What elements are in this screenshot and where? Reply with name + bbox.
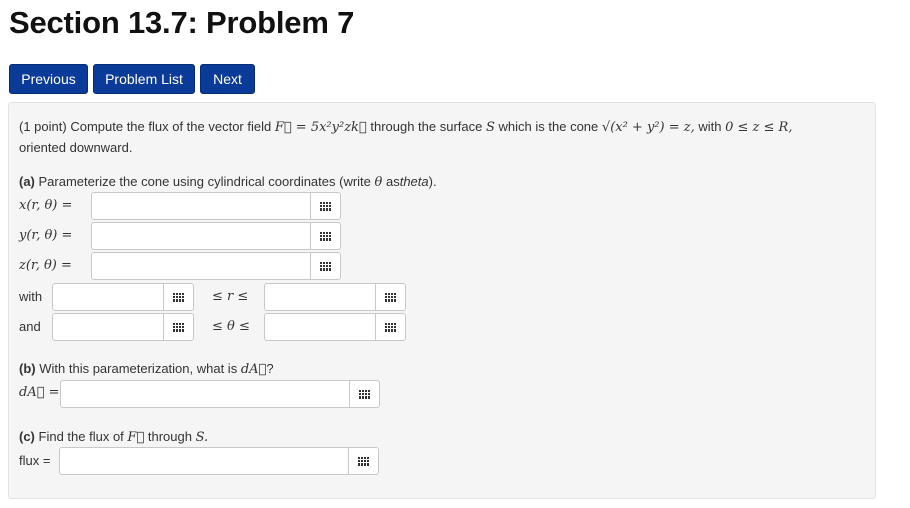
points-label: (1 point) [19,119,67,134]
part-a-prompt [19,174,437,190]
through-text: through the surface [370,119,483,134]
r-upper-input[interactable] [264,283,376,311]
grid-icon [320,262,331,271]
cone-equation-math: √(x² + y²) = z, [601,120,695,135]
previous-button[interactable]: Previous [9,64,88,94]
grid-icon [358,457,369,466]
grid-icon [173,293,184,302]
dA-answer-label: dA⃗ = [19,385,60,400]
equation-editor-button[interactable] [376,313,406,341]
grid-icon [173,323,184,332]
S-symbol: S. [195,430,209,445]
equation-editor-button[interactable] [311,252,341,280]
next-button[interactable]: Next [200,64,255,94]
as-text: as [385,174,400,189]
equation-editor-button[interactable] [164,283,194,311]
theta-inequality: ≤ θ ≤ [212,319,250,334]
z-param-input[interactable] [91,252,311,280]
part-b-label: (b) [19,361,36,376]
dA-input[interactable] [60,380,350,408]
with-label: with [19,289,43,304]
part-a-label: (a) [19,174,35,189]
z-range-math: 0 ≤ z ≤ R, [725,120,793,135]
which-text: which is the cone [498,119,599,134]
vector-field-math: F⃗ = 5x²y²zk⃗ [274,120,367,135]
equation-editor-button[interactable] [350,380,380,408]
part-c-label: (c) [19,429,35,444]
grid-icon [359,390,370,399]
problem-panel [8,102,876,499]
grid-icon [320,232,331,241]
intro-text: Compute the flux of the vector field [70,119,272,134]
x-param-label: x(r, θ) = [19,198,73,213]
equation-editor-button[interactable] [164,313,194,341]
flux-answer-label: flux = [19,453,51,468]
theta-upper-input[interactable] [264,313,376,341]
with-text: with [698,119,722,134]
part-b-prompt [19,361,274,377]
equation-editor-button[interactable] [311,192,341,220]
part-c-through: through [147,429,192,444]
grid-icon [320,202,331,211]
r-lower-input[interactable] [52,283,164,311]
theta-word: theta [399,174,429,189]
equation-editor-button[interactable] [311,222,341,250]
equation-editor-button[interactable] [349,447,379,475]
part-c-prompt [19,429,208,445]
theta-lower-input[interactable] [52,313,164,341]
problem-statement [19,119,792,135]
y-param-input[interactable] [91,222,311,250]
orientation-text: oriented downward. [19,140,133,155]
equation-editor-button[interactable] [376,283,406,311]
y-param-label: y(r, θ) = [19,228,73,243]
part-b-text: With this parameterization, what is [39,361,238,376]
problem-list-button[interactable]: Problem List [93,64,195,94]
z-param-label: z(r, θ) = [19,258,72,273]
part-c-text: Find the flux of [38,429,124,444]
x-param-input[interactable] [91,192,311,220]
r-inequality: ≤ r ≤ [212,289,249,304]
grid-icon [385,293,396,302]
and-label: and [19,319,41,334]
page-title: Section 13.7: Problem 7 [9,5,355,40]
part-a-text: Parameterize the cone using cylindrical coordinates (write [38,174,371,189]
question-mark: ? [266,361,274,376]
theta-symbol: θ [374,175,383,190]
close-paren: ). [428,174,437,189]
grid-icon [385,323,396,332]
surface-symbol: S [486,120,495,135]
F-symbol: F⃗ [127,430,145,445]
flux-input[interactable] [59,447,349,475]
dA-symbol: dA⃗ [240,362,267,377]
